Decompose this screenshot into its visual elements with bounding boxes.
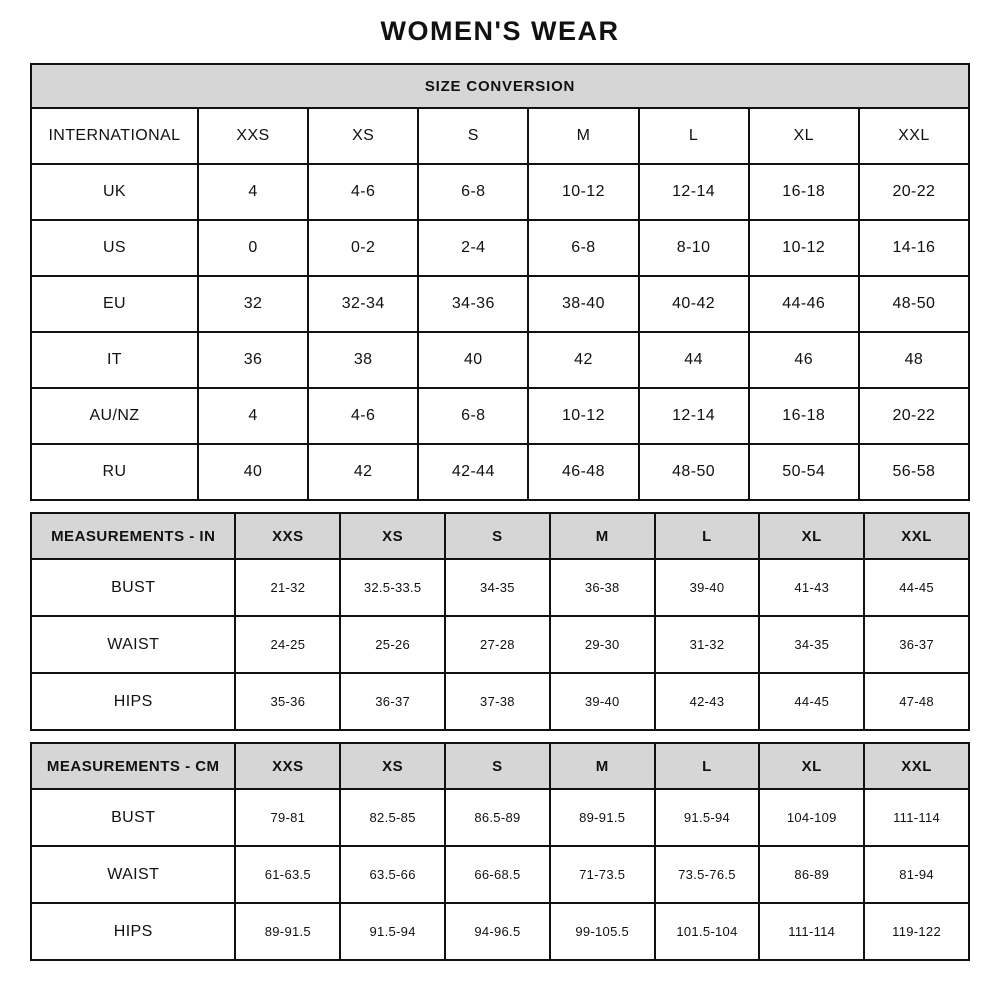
measurements-cm-value-cell: 89-91.5	[550, 789, 655, 846]
measurements-cm-header-cell: XXS	[235, 743, 340, 789]
size-conversion-header-cell: XS	[308, 108, 418, 164]
size-conversion-value-cell: 16-18	[749, 164, 859, 220]
size-conversion-row-label: US	[31, 220, 198, 276]
measurements-cm-value-cell: 101.5-104	[655, 903, 760, 960]
size-conversion-value-cell: 34-36	[418, 276, 528, 332]
table-row	[31, 444, 969, 500]
measurements-in-value-cell: 21-32	[235, 559, 340, 616]
measurements-in-header-cell: XL	[759, 513, 864, 559]
measurements-in-header-cell: XS	[340, 513, 445, 559]
size-conversion-header-cell: S	[418, 108, 528, 164]
size-conversion-value-cell: 6-8	[418, 388, 528, 444]
measurements-in-header-cell: XXL	[864, 513, 969, 559]
measurements-in-value-cell: 25-26	[340, 616, 445, 673]
size-conversion-value-cell: 4-6	[308, 164, 418, 220]
measurements-cm-value-cell: 86-89	[759, 846, 864, 903]
size-conversion-value-cell: 36	[198, 332, 308, 388]
measurements-cm-row-label: BUST	[31, 789, 235, 846]
measurements-in-value-cell: 24-25	[235, 616, 340, 673]
size-conversion-value-cell: 48-50	[639, 444, 749, 500]
measurements-in-value-cell: 34-35	[445, 559, 550, 616]
measurements-cm-header-cell: L	[655, 743, 760, 789]
measurements-cm-value-cell: 79-81	[235, 789, 340, 846]
size-conversion-value-cell: 6-8	[528, 220, 638, 276]
size-conversion-value-cell: 0	[198, 220, 308, 276]
measurements-cm-value-cell: 63.5-66	[340, 846, 445, 903]
measurements-cm-value-cell: 111-114	[864, 789, 969, 846]
table-row	[31, 220, 969, 276]
size-conversion-row-label: AU/NZ	[31, 388, 198, 444]
table-row	[31, 332, 969, 388]
measurements-cm-row-label: WAIST	[31, 846, 235, 903]
size-conversion-value-cell: 32	[198, 276, 308, 332]
measurements-in-value-cell: 41-43	[759, 559, 864, 616]
measurements-cm-header-cell: XL	[759, 743, 864, 789]
size-conversion-value-cell: 42	[308, 444, 418, 500]
measurements-cm-value-cell: 73.5-76.5	[655, 846, 760, 903]
measurements-in-value-cell: 42-43	[655, 673, 760, 730]
measurements-cm-value-cell: 86.5-89	[445, 789, 550, 846]
measurements-in-row-label: BUST	[31, 559, 235, 616]
size-conversion-title: SIZE CONVERSION	[31, 64, 969, 108]
table-row	[31, 388, 969, 444]
size-conversion-header-row	[31, 108, 969, 164]
size-conversion-value-cell: 10-12	[528, 164, 638, 220]
measurements-cm-value-cell: 82.5-85	[340, 789, 445, 846]
size-conversion-value-cell: 46	[749, 332, 859, 388]
measurements-cm-value-cell: 89-91.5	[235, 903, 340, 960]
measurements-in-header-cell: XXS	[235, 513, 340, 559]
measurements-cm-row-label: HIPS	[31, 903, 235, 960]
measurements-in-value-cell: 39-40	[655, 559, 760, 616]
table-row	[31, 616, 969, 673]
measurements-cm-value-cell: 111-114	[759, 903, 864, 960]
measurements-cm-value-cell: 119-122	[864, 903, 969, 960]
size-conversion-value-cell: 40	[418, 332, 528, 388]
size-conversion-value-cell: 4	[198, 388, 308, 444]
measurements-in-value-cell: 47-48	[864, 673, 969, 730]
size-conversion-value-cell: 46-48	[528, 444, 638, 500]
measurements-cm-header-row	[31, 743, 969, 789]
size-conversion-header-cell: L	[639, 108, 749, 164]
table-row	[31, 164, 969, 220]
measurements-cm-value-cell: 91.5-94	[655, 789, 760, 846]
measurements-cm-header-cell: MEASUREMENTS - CM	[31, 743, 235, 789]
size-conversion-value-cell: 40	[198, 444, 308, 500]
measurements-cm-value-cell: 94-96.5	[445, 903, 550, 960]
size-conversion-row-label: UK	[31, 164, 198, 220]
measurements-cm-value-cell: 99-105.5	[550, 903, 655, 960]
measurements-cm-header-cell: S	[445, 743, 550, 789]
size-conversion-header-cell: M	[528, 108, 638, 164]
size-conversion-value-cell: 8-10	[639, 220, 749, 276]
size-conversion-value-cell: 56-58	[859, 444, 969, 500]
measurements-cm-table	[30, 742, 970, 961]
size-conversion-value-cell: 20-22	[859, 164, 969, 220]
measurements-in-value-cell: 27-28	[445, 616, 550, 673]
size-conversion-value-cell: 38	[308, 332, 418, 388]
measurements-in-value-cell: 39-40	[550, 673, 655, 730]
size-conversion-header-cell: XL	[749, 108, 859, 164]
measurements-in-value-cell: 44-45	[864, 559, 969, 616]
size-conversion-header-cell: INTERNATIONAL	[31, 108, 198, 164]
measurements-in-value-cell: 44-45	[759, 673, 864, 730]
size-conversion-value-cell: 4	[198, 164, 308, 220]
size-conversion-value-cell: 38-40	[528, 276, 638, 332]
measurements-in-value-cell: 29-30	[550, 616, 655, 673]
measurements-in-header-cell: MEASUREMENTS - IN	[31, 513, 235, 559]
measurements-cm-value-cell: 71-73.5	[550, 846, 655, 903]
table-row	[31, 903, 969, 960]
size-conversion-value-cell: 0-2	[308, 220, 418, 276]
size-conversion-value-cell: 10-12	[749, 220, 859, 276]
size-conversion-header-cell: XXL	[859, 108, 969, 164]
measurements-in-row-label: HIPS	[31, 673, 235, 730]
size-conversion-value-cell: 32-34	[308, 276, 418, 332]
page-title: WOMEN'S WEAR	[380, 16, 620, 46]
size-conversion-value-cell: 50-54	[749, 444, 859, 500]
size-conversion-value-cell: 42-44	[418, 444, 528, 500]
measurements-in-value-cell: 36-37	[864, 616, 969, 673]
measurements-in-header-cell: L	[655, 513, 760, 559]
size-conversion-value-cell: 44	[639, 332, 749, 388]
measurements-in-row-label: WAIST	[31, 616, 235, 673]
size-conversion-value-cell: 48	[859, 332, 969, 388]
measurements-in-value-cell: 36-38	[550, 559, 655, 616]
size-conversion-value-cell: 44-46	[749, 276, 859, 332]
size-conversion-value-cell: 14-16	[859, 220, 969, 276]
measurements-cm-header-cell: XS	[340, 743, 445, 789]
table-row	[31, 673, 969, 730]
measurements-cm-value-cell: 61-63.5	[235, 846, 340, 903]
measurements-in-value-cell: 35-36	[235, 673, 340, 730]
size-conversion-value-cell: 16-18	[749, 388, 859, 444]
size-conversion-row-label: IT	[31, 332, 198, 388]
size-conversion-value-cell: 40-42	[639, 276, 749, 332]
measurements-in-header-cell: M	[550, 513, 655, 559]
size-conversion-value-cell: 4-6	[308, 388, 418, 444]
measurements-cm-value-cell: 91.5-94	[340, 903, 445, 960]
measurements-cm-value-cell: 66-68.5	[445, 846, 550, 903]
measurements-in-value-cell: 34-35	[759, 616, 864, 673]
size-conversion-table	[30, 63, 970, 501]
size-conversion-row-label: RU	[31, 444, 198, 500]
table-row	[31, 559, 969, 616]
measurements-in-value-cell: 36-37	[340, 673, 445, 730]
measurements-in-table	[30, 512, 970, 731]
measurements-cm-value-cell: 104-109	[759, 789, 864, 846]
size-conversion-title-row	[31, 64, 969, 108]
size-conversion-header-cell: XXS	[198, 108, 308, 164]
measurements-in-value-cell: 32.5-33.5	[340, 559, 445, 616]
measurements-cm-header-cell: M	[550, 743, 655, 789]
size-conversion-value-cell: 20-22	[859, 388, 969, 444]
size-conversion-value-cell: 12-14	[639, 164, 749, 220]
size-conversion-value-cell: 42	[528, 332, 638, 388]
measurements-cm-value-cell: 81-94	[864, 846, 969, 903]
table-row	[31, 789, 969, 846]
measurements-in-value-cell: 31-32	[655, 616, 760, 673]
measurements-cm-header-cell: XXL	[864, 743, 969, 789]
measurements-in-value-cell: 37-38	[445, 673, 550, 730]
size-conversion-row-label: EU	[31, 276, 198, 332]
measurements-in-header-row	[31, 513, 969, 559]
size-conversion-value-cell: 48-50	[859, 276, 969, 332]
size-conversion-value-cell: 2-4	[418, 220, 528, 276]
table-row	[31, 276, 969, 332]
size-conversion-value-cell: 6-8	[418, 164, 528, 220]
size-conversion-value-cell: 10-12	[528, 388, 638, 444]
table-row	[31, 846, 969, 903]
size-conversion-value-cell: 12-14	[639, 388, 749, 444]
measurements-in-header-cell: S	[445, 513, 550, 559]
